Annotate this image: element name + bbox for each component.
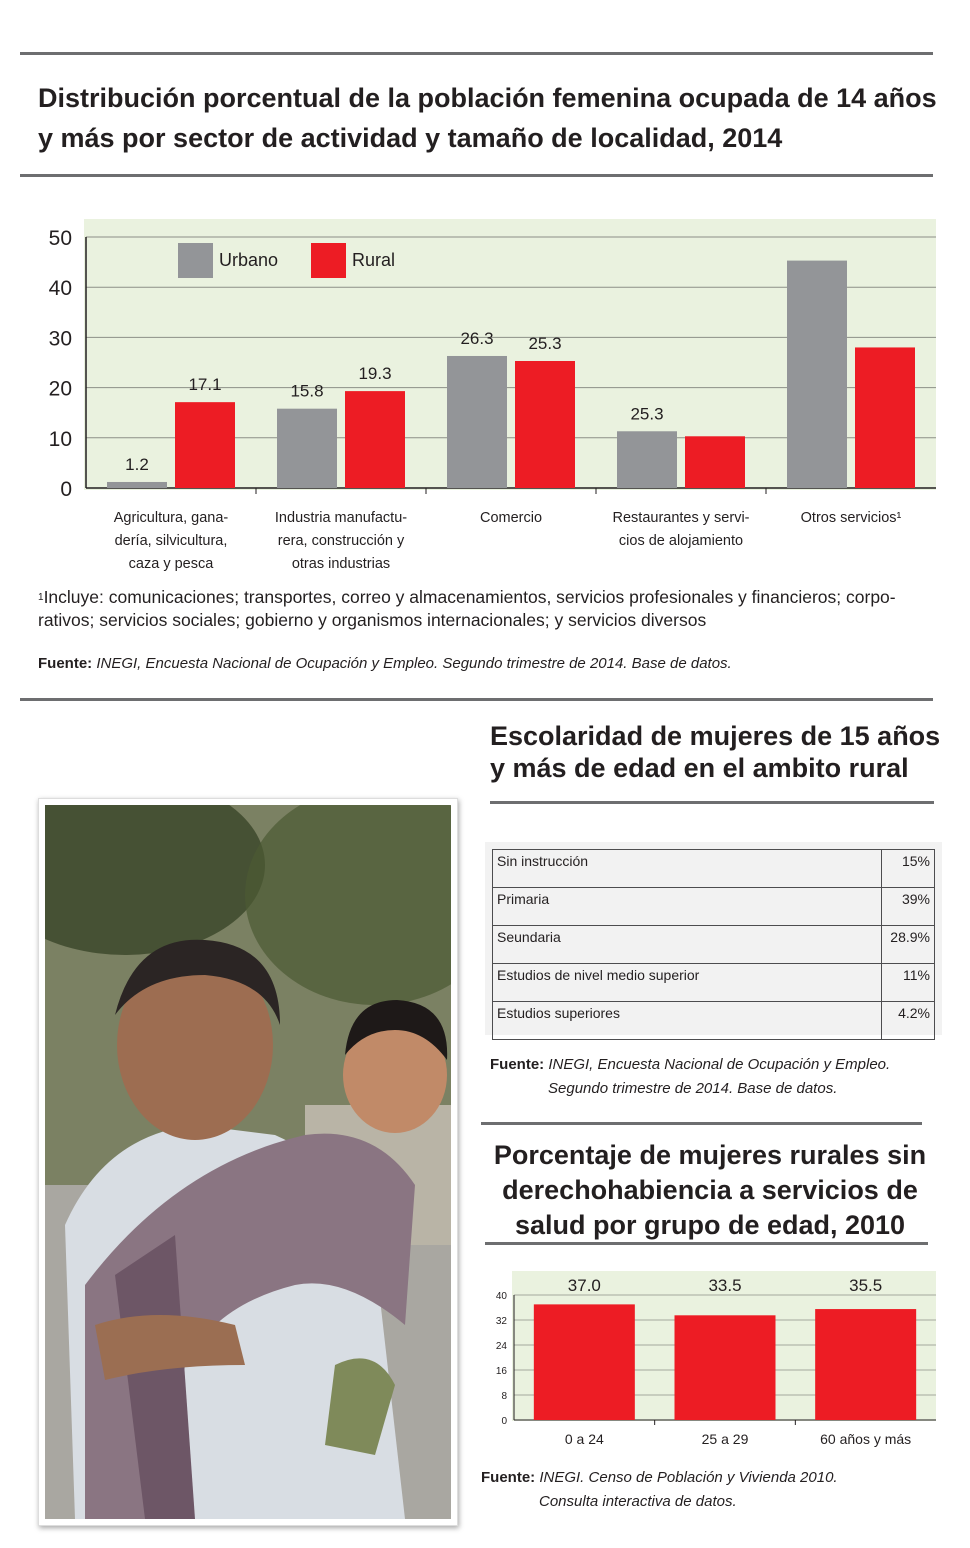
y-tick-label: 0 bbox=[60, 478, 72, 501]
x-category-label: 0 a 24 bbox=[564, 1431, 604, 1447]
x-category-label: Comercio bbox=[479, 510, 543, 526]
education-level: Estudios superiores bbox=[493, 1002, 882, 1040]
y-tick-label: 50 bbox=[48, 227, 72, 250]
bar-value-label: 1.2 bbox=[125, 454, 149, 474]
source-label: Fuente: bbox=[481, 1469, 536, 1486]
education-level: Estudios de nivel medio superior bbox=[493, 964, 882, 1002]
y-tick-label: 0 bbox=[501, 1416, 507, 1427]
x-category-label: rera, construcción y bbox=[277, 533, 405, 549]
x-category-label: Otros servicios¹ bbox=[800, 510, 902, 526]
footnote-text: Incluye: comunicaciones; transportes, correo y almacenamientos, servicios profesionales y financieros; corpo- rativos; servicios sociales; gobierno y organismos internacionales; y servicios diversos bbox=[38, 587, 896, 630]
bar bbox=[675, 1315, 776, 1420]
source-line-1: INEGI. Censo de Población y Vivienda 2010. bbox=[539, 1469, 838, 1486]
legend-label-rural: Rural bbox=[352, 250, 396, 270]
x-category-label: Restaurantes y servi- bbox=[612, 510, 750, 526]
bar-value-label: 26.3 bbox=[460, 328, 494, 348]
y-tick-label: 40 bbox=[495, 1291, 507, 1302]
source-label: Fuente: bbox=[490, 1056, 545, 1073]
source-line-1: INEGI, Encuesta Nacional de Ocupación y Empleo. bbox=[548, 1056, 891, 1073]
source-health bbox=[481, 1466, 931, 1514]
x-category-label: otras industrias bbox=[291, 556, 391, 572]
bar-value-label: 15.8 bbox=[290, 381, 324, 401]
y-tick-label: 30 bbox=[48, 327, 72, 351]
bar-value-label: 17.1 bbox=[188, 375, 222, 395]
x-category-label: Agricultura, gana- bbox=[113, 510, 229, 526]
bar bbox=[534, 1304, 635, 1420]
y-tick-label: 40 bbox=[48, 277, 72, 301]
education-percentage: 4.2% bbox=[882, 1002, 935, 1040]
education-level: Sin instrucción bbox=[493, 850, 882, 888]
x-category-label: cios de alojamiento bbox=[618, 533, 744, 549]
y-tick-label: 10 bbox=[48, 427, 72, 451]
health-title: Porcentaje de mujeres rurales sin derechohabiencia a servicios de salud por grupo de edad, 2010 bbox=[493, 1140, 927, 1240]
x-category-label: Industria manufactu- bbox=[274, 510, 408, 526]
bar-value-label: 25.3 bbox=[528, 333, 562, 353]
bar bbox=[815, 1309, 916, 1420]
y-tick-label: 16 bbox=[495, 1366, 507, 1377]
bar-value-label: 33.5 bbox=[708, 1276, 742, 1295]
y-tick-label: 32 bbox=[495, 1316, 507, 1327]
y-tick-label: 8 bbox=[501, 1391, 507, 1402]
source-line-2: Segundo trimestre de 2014. Base de datos. bbox=[548, 1080, 838, 1097]
education-level: Seundaria bbox=[493, 926, 882, 964]
source-line-2: Consulta interactiva de datos. bbox=[539, 1493, 737, 1510]
education-title: Escolaridad de mujeres de 15 años y más de edad en el ambito rural bbox=[490, 721, 941, 783]
x-category-label: dería, silvicultura, bbox=[114, 533, 228, 549]
y-tick-label: 24 bbox=[495, 1341, 507, 1352]
footnote-mark: 1 bbox=[38, 592, 44, 603]
bar-value-label: 25.3 bbox=[630, 404, 664, 424]
x-category-label: 60 años y más bbox=[820, 1431, 912, 1447]
source-label: Fuente: bbox=[38, 655, 93, 672]
bar-value-label: 19.3 bbox=[358, 364, 392, 384]
bar-value-label: 37.0 bbox=[567, 1276, 601, 1295]
education-percentage: 11% bbox=[882, 964, 935, 1002]
bar-value-label: 35.5 bbox=[849, 1276, 883, 1295]
legend-label-urbano: Urbano bbox=[219, 250, 279, 270]
education-percentage: 28.9% bbox=[882, 926, 935, 964]
education-percentage: 15% bbox=[882, 850, 935, 888]
x-category-label: caza y pesca bbox=[128, 556, 214, 572]
education-level: Primaria bbox=[493, 888, 882, 926]
y-tick-label: 20 bbox=[48, 377, 72, 401]
x-category-label: 25 a 29 bbox=[701, 1431, 749, 1447]
main-chart-title: Distribución porcentual de la población femenina ocupada de 14 años y más por sector de actividad y tamaño de localidad, 2014 bbox=[38, 83, 937, 153]
education-percentage: 39% bbox=[882, 888, 935, 926]
source-text: INEGI, Encuesta Nacional de Ocupación y Empleo. Segundo trimestre de 2014. Base de datos. bbox=[96, 655, 732, 672]
